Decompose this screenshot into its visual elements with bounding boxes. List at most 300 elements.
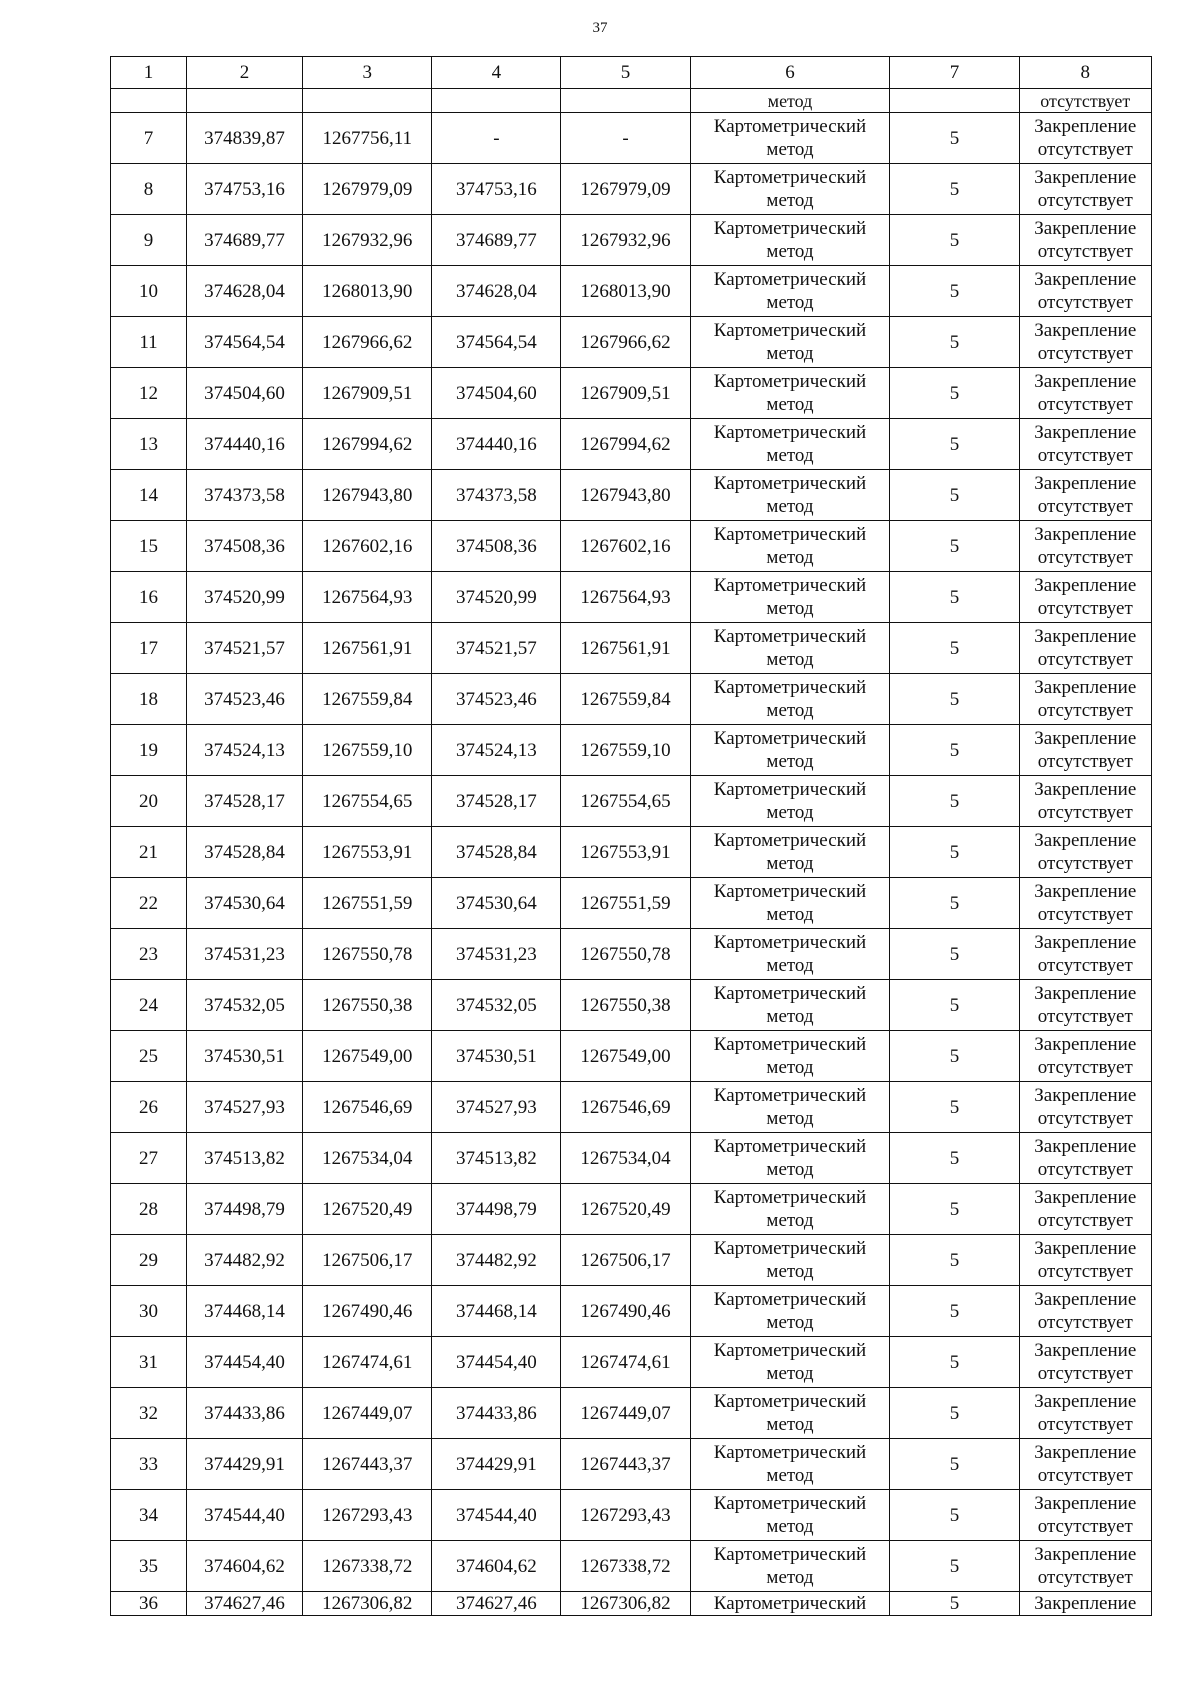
fixation-cell-line-2: отсутствует — [1037, 1159, 1133, 1180]
x-existing-cell: 374604,62 — [186, 1541, 302, 1592]
method-cell-line-1: Картометрический — [713, 116, 867, 137]
method-cell — [690, 725, 890, 776]
accuracy-cell: 5 — [890, 1235, 1019, 1286]
fixation-cell — [1019, 1235, 1151, 1286]
point-number-cell: 29 — [111, 1235, 187, 1286]
fixation-cell-line-2: отсутствует — [1037, 1261, 1133, 1282]
point-number-cell: 14 — [111, 470, 187, 521]
method-cell — [690, 1541, 890, 1592]
y-new-cell: 1267602,16 — [561, 521, 690, 572]
fixation-cell — [1019, 419, 1151, 470]
y-new-cell: 1267338,72 — [561, 1541, 690, 1592]
method-cell-line-1: Картометрический — [713, 422, 867, 443]
fixation-cell-line-2: отсутствует — [1037, 343, 1133, 364]
point-number-cell: 27 — [111, 1133, 187, 1184]
fixation-cell — [1019, 368, 1151, 419]
x-existing-cell: 374523,46 — [186, 674, 302, 725]
y-existing-cell: 1267553,91 — [303, 827, 432, 878]
method-cell-line-2: метод — [766, 904, 814, 925]
fixation-cell-line-1: Закрепление — [1034, 218, 1137, 239]
fixation-cell — [1019, 1133, 1151, 1184]
point-number-cell: 22 — [111, 878, 187, 929]
fixation-cell-line-1: Закрепление — [1034, 881, 1137, 902]
y-new-cell: 1268013,90 — [561, 266, 690, 317]
table-cell — [561, 89, 690, 113]
fixation-cell-line-2: отсутствует — [1037, 1363, 1133, 1384]
y-existing-cell: 1267449,07 — [303, 1388, 432, 1439]
table-row — [111, 419, 1152, 470]
y-new-cell: 1267550,38 — [561, 980, 690, 1031]
x-existing-cell: 374468,14 — [186, 1286, 302, 1337]
accuracy-cell: 5 — [890, 113, 1019, 164]
method-cell-line-2: метод — [766, 292, 814, 313]
page-number: 37 — [592, 20, 608, 36]
x-new-cell: 374532,05 — [432, 980, 561, 1031]
method-cell — [690, 266, 890, 317]
table-row — [111, 1337, 1152, 1388]
fixation-cell — [1019, 1031, 1151, 1082]
point-number-cell: 12 — [111, 368, 187, 419]
method-cell-line-2: метод — [766, 649, 814, 670]
method-cell-line-2: метод — [766, 190, 814, 211]
x-new-cell: 374528,84 — [432, 827, 561, 878]
y-new-cell: 1267564,93 — [561, 572, 690, 623]
table-row-partial — [111, 1592, 1152, 1616]
fixation-cell-line-2: отсутствует — [1037, 802, 1133, 823]
y-existing-cell: 1267932,96 — [303, 215, 432, 266]
point-number-cell: 31 — [111, 1337, 187, 1388]
accuracy-cell: 5 — [890, 266, 1019, 317]
accuracy-cell: 5 — [890, 1286, 1019, 1337]
y-existing-cell: 1267338,72 — [303, 1541, 432, 1592]
x-new-cell: 374527,93 — [432, 1082, 561, 1133]
table-row — [111, 1133, 1152, 1184]
method-cell — [690, 1286, 890, 1337]
method-cell — [690, 929, 890, 980]
y-new-cell: 1267549,00 — [561, 1031, 690, 1082]
column-header: 4 — [432, 57, 561, 89]
fixation-cell-line-2: отсутствует — [1037, 445, 1133, 466]
method-cell — [690, 368, 890, 419]
method-cell-line-2: метод — [766, 1363, 814, 1384]
fixation-cell-line-1: Закрепление — [1034, 269, 1137, 290]
point-number-cell: 36 — [111, 1592, 187, 1616]
y-existing-cell: 1267550,38 — [303, 980, 432, 1031]
fixation-cell-line-2: отсутствует — [1037, 700, 1133, 721]
fixation-cell-line-2: отсутствует — [1037, 955, 1133, 976]
table-row — [111, 980, 1152, 1031]
method-cell-line-1: Картометрический — [713, 320, 867, 341]
fixation-cell — [1019, 215, 1151, 266]
fixation-cell — [1019, 113, 1151, 164]
y-existing-cell: 1267549,00 — [303, 1031, 432, 1082]
fixation-cell-line-2: отсутствует — [1037, 292, 1133, 313]
method-cell-line-1: Картометрический — [713, 167, 867, 188]
point-number-cell: 20 — [111, 776, 187, 827]
fixation-cell-line-1: Закрепление — [1034, 422, 1137, 443]
point-number-cell: 23 — [111, 929, 187, 980]
fixation-cell — [1019, 470, 1151, 521]
point-number-cell: 15 — [111, 521, 187, 572]
fixation-cell — [1019, 1337, 1151, 1388]
x-existing-cell: 374454,40 — [186, 1337, 302, 1388]
table-row — [111, 929, 1152, 980]
x-existing-cell: 374544,40 — [186, 1490, 302, 1541]
accuracy-cell: 5 — [890, 1541, 1019, 1592]
y-new-cell: 1267546,69 — [561, 1082, 690, 1133]
table-row — [111, 674, 1152, 725]
method-cell-line-1: Картометрический — [713, 269, 867, 290]
x-existing-cell: 374530,64 — [186, 878, 302, 929]
accuracy-cell: 5 — [890, 878, 1019, 929]
fixation-cell-line-2: отсутствует — [1037, 1210, 1133, 1231]
x-new-cell: 374433,86 — [432, 1388, 561, 1439]
table-row — [111, 470, 1152, 521]
fixation-cell — [1019, 1082, 1151, 1133]
fixation-cell-line-2: отсутствует — [1037, 496, 1133, 517]
method-cell — [690, 1184, 890, 1235]
x-new-cell: 374564,54 — [432, 317, 561, 368]
method-cell-line-2: метод — [766, 1261, 814, 1282]
fixation-cell — [1019, 1439, 1151, 1490]
fixation-cell-line-1: Закрепление — [1034, 830, 1137, 851]
fixation-cell — [1019, 623, 1151, 674]
method-cell-line-1: Картометрический — [713, 1187, 867, 1208]
y-existing-cell: 1267561,91 — [303, 623, 432, 674]
x-new-cell: - — [432, 113, 561, 164]
x-existing-cell: 374628,04 — [186, 266, 302, 317]
fixation-cell — [1019, 725, 1151, 776]
table-row — [111, 572, 1152, 623]
accuracy-cell: 5 — [890, 827, 1019, 878]
method-cell — [690, 878, 890, 929]
method-cell — [690, 1337, 890, 1388]
method-cell-line-2: метод — [766, 1108, 814, 1129]
fixation-cell-line-2: отсутствует — [1037, 751, 1133, 772]
fixation-cell-line-2: отсутствует — [1037, 1516, 1133, 1537]
method-cell — [690, 215, 890, 266]
fixation-cell-line-1: Закрепление — [1034, 626, 1137, 647]
fixation-cell-line-1: Закрепление — [1034, 1034, 1137, 1055]
y-new-cell: - — [561, 113, 690, 164]
point-number-cell: 24 — [111, 980, 187, 1031]
column-header: 7 — [890, 57, 1019, 89]
x-existing-cell: 374839,87 — [186, 113, 302, 164]
x-new-cell: 374504,60 — [432, 368, 561, 419]
accuracy-cell: 5 — [890, 419, 1019, 470]
point-number-cell: 7 — [111, 113, 187, 164]
method-cell-line-2: метод — [766, 700, 814, 721]
method-cell — [690, 674, 890, 725]
point-number-cell: 34 — [111, 1490, 187, 1541]
x-existing-cell: 374373,58 — [186, 470, 302, 521]
fixation-cell — [1019, 776, 1151, 827]
fixation-cell-line-1: Закрепление — [1034, 1442, 1137, 1463]
x-existing-cell: 374513,82 — [186, 1133, 302, 1184]
x-existing-cell: 374531,23 — [186, 929, 302, 980]
accuracy-cell: 5 — [890, 1388, 1019, 1439]
method-cell-line-2: метод — [766, 1465, 814, 1486]
method-cell-line-1: Картометрический — [713, 524, 867, 545]
method-cell — [690, 776, 890, 827]
x-existing-cell: 374530,51 — [186, 1031, 302, 1082]
method-cell — [690, 623, 890, 674]
y-new-cell: 1267520,49 — [561, 1184, 690, 1235]
method-cell — [690, 827, 890, 878]
y-new-cell: 1267474,61 — [561, 1337, 690, 1388]
table-cell — [890, 89, 1019, 113]
fixation-cell-line-1: Закрепление — [1034, 320, 1137, 341]
table-row — [111, 1235, 1152, 1286]
fixation-cell-line-1: Закрепление — [1034, 1391, 1137, 1412]
y-existing-cell: 1267564,93 — [303, 572, 432, 623]
point-number-cell: 28 — [111, 1184, 187, 1235]
fixation-cell-line-2: отсутствует — [1037, 241, 1133, 262]
point-number-cell: 30 — [111, 1286, 187, 1337]
method-cell-line-1: Картометрический — [713, 473, 867, 494]
fixation-cell-line-1: Закрепление — [1034, 575, 1137, 596]
x-existing-cell: 374498,79 — [186, 1184, 302, 1235]
y-new-cell: 1267449,07 — [561, 1388, 690, 1439]
table-row — [111, 1439, 1152, 1490]
fixation-cell-line-1: Закрепление — [1034, 1238, 1137, 1259]
fixation-cell — [1019, 1286, 1151, 1337]
method-cell-line-1: Картометрический — [713, 1289, 867, 1310]
table-row — [111, 1388, 1152, 1439]
fixation-cell — [1019, 266, 1151, 317]
method-cell-line-1: Картометрический — [713, 1136, 867, 1157]
y-existing-cell: 1267534,04 — [303, 1133, 432, 1184]
method-cell-line-1: Картометрический — [713, 1493, 867, 1514]
coordinates-table — [110, 56, 1152, 1616]
fixation-cell — [1019, 317, 1151, 368]
table-row — [111, 878, 1152, 929]
x-existing-cell: 374520,99 — [186, 572, 302, 623]
fixation-cell-line-1: Закрепление — [1034, 1187, 1137, 1208]
point-number-cell: 17 — [111, 623, 187, 674]
method-cell-line-2: метод — [766, 1006, 814, 1027]
y-new-cell: 1267561,91 — [561, 623, 690, 674]
fixation-cell — [1019, 1184, 1151, 1235]
method-cell-line-1: Картометрический — [713, 218, 867, 239]
column-header: 3 — [303, 57, 432, 89]
method-cell-line-1: Картометрический — [713, 983, 867, 1004]
table-cell — [432, 89, 561, 113]
fixation-cell-line-1: Закрепление — [1034, 116, 1137, 137]
table-row — [111, 215, 1152, 266]
y-existing-cell: 1267506,17 — [303, 1235, 432, 1286]
y-new-cell: 1267559,10 — [561, 725, 690, 776]
x-existing-cell: 374527,93 — [186, 1082, 302, 1133]
method-cell-line-1: Картометрический — [713, 728, 867, 749]
x-new-cell: 374689,77 — [432, 215, 561, 266]
x-existing-cell: 374689,77 — [186, 215, 302, 266]
fixation-cell-line-2: отсутствует — [1037, 1567, 1133, 1588]
accuracy-cell: 5 — [890, 1490, 1019, 1541]
y-existing-cell: 1267443,37 — [303, 1439, 432, 1490]
method-cell-line-1: Картометрический — [713, 626, 867, 647]
y-existing-cell: 1267994,62 — [303, 419, 432, 470]
method-cell-line-1: Картометрический — [713, 779, 867, 800]
y-new-cell: 1267979,09 — [561, 164, 690, 215]
point-number-cell: 11 — [111, 317, 187, 368]
y-new-cell: 1267559,84 — [561, 674, 690, 725]
x-existing-cell: 374528,84 — [186, 827, 302, 878]
fixation-cell — [1019, 980, 1151, 1031]
method-cell-line-2: метод — [766, 394, 814, 415]
table-row — [111, 1286, 1152, 1337]
fixation-cell-line-1: Закрепление — [1034, 524, 1137, 545]
method-cell — [690, 1439, 890, 1490]
method-cell-line-2: метод — [766, 751, 814, 772]
table-row — [111, 113, 1152, 164]
fixation-cell-line-1: Закрепление — [1034, 1340, 1137, 1361]
y-existing-cell: 1267306,82 — [303, 1592, 432, 1616]
table-row — [111, 725, 1152, 776]
table-row — [111, 623, 1152, 674]
point-number-cell: 8 — [111, 164, 187, 215]
method-cell-line-2: метод — [766, 1516, 814, 1537]
x-new-cell: 374454,40 — [432, 1337, 561, 1388]
point-number-cell: 25 — [111, 1031, 187, 1082]
x-existing-cell: 374504,60 — [186, 368, 302, 419]
method-cell: Картометрический — [690, 1592, 890, 1616]
fixation-cell-line-2: отсутствует — [1037, 904, 1133, 925]
method-cell — [690, 1133, 890, 1184]
point-number-cell: 18 — [111, 674, 187, 725]
point-number-cell: 9 — [111, 215, 187, 266]
fixation-cell — [1019, 878, 1151, 929]
continued-row — [111, 89, 1152, 113]
fixation-cell-line-2: отсутствует — [1037, 649, 1133, 670]
fixation-cell — [1019, 164, 1151, 215]
fixation-cell — [1019, 1541, 1151, 1592]
accuracy-cell: 5 — [890, 1133, 1019, 1184]
y-new-cell: 1267932,96 — [561, 215, 690, 266]
method-cell — [690, 521, 890, 572]
y-existing-cell: 1267490,46 — [303, 1286, 432, 1337]
y-existing-cell: 1267966,62 — [303, 317, 432, 368]
method-cell-line-2: метод — [766, 853, 814, 874]
x-new-cell: 374530,51 — [432, 1031, 561, 1082]
accuracy-cell: 5 — [890, 521, 1019, 572]
y-new-cell: 1267554,65 — [561, 776, 690, 827]
fixation-cell-line-1: Закрепление — [1034, 1493, 1137, 1514]
fixation-cell-line-2: отсутствует — [1037, 1006, 1133, 1027]
method-cell — [690, 1235, 890, 1286]
fixation-cell — [1019, 1490, 1151, 1541]
table-row — [111, 1082, 1152, 1133]
point-number-cell: 13 — [111, 419, 187, 470]
fixation-cell-line-1: Закрепление — [1034, 728, 1137, 749]
point-number-cell: 21 — [111, 827, 187, 878]
method-cell-line-2: метод — [766, 547, 814, 568]
column-header: 6 — [690, 57, 890, 89]
accuracy-cell: 5 — [890, 1337, 1019, 1388]
method-cell-line-2: метод — [766, 1567, 814, 1588]
x-new-cell: 374528,17 — [432, 776, 561, 827]
method-cell-line-1: Картометрический — [713, 575, 867, 596]
fixation-cell — [1019, 674, 1151, 725]
y-existing-cell: 1267943,80 — [303, 470, 432, 521]
y-existing-cell: 1267559,84 — [303, 674, 432, 725]
table-row — [111, 266, 1152, 317]
point-number-cell: 10 — [111, 266, 187, 317]
accuracy-cell: 5 — [890, 1592, 1019, 1616]
table-cell — [111, 89, 187, 113]
method-cell-line-1: Картометрический — [713, 932, 867, 953]
fixation-cell-line-1: Закрепление — [1034, 1085, 1137, 1106]
method-cell — [690, 164, 890, 215]
fixation-cell-line-2: отсутствует — [1037, 394, 1133, 415]
method-cell-line-2: метод — [766, 343, 814, 364]
y-existing-cell: 1267979,09 — [303, 164, 432, 215]
x-new-cell: 374628,04 — [432, 266, 561, 317]
column-header: 8 — [1019, 57, 1151, 89]
accuracy-cell: 5 — [890, 1184, 1019, 1235]
accuracy-cell: 5 — [890, 674, 1019, 725]
x-existing-cell: 374753,16 — [186, 164, 302, 215]
method-cell — [690, 317, 890, 368]
method-cell-line-1: Картометрический — [713, 1034, 867, 1055]
method-cell-line-1: Картометрический — [713, 371, 867, 392]
x-new-cell: 374521,57 — [432, 623, 561, 674]
method-cell-line-2: метод — [766, 1210, 814, 1231]
y-new-cell: 1267551,59 — [561, 878, 690, 929]
method-cell-line-2: метод — [766, 241, 814, 262]
fixation-cell-line-2: отсутствует — [1037, 853, 1133, 874]
accuracy-cell: 5 — [890, 725, 1019, 776]
y-existing-cell: 1267559,10 — [303, 725, 432, 776]
y-existing-cell: 1267546,69 — [303, 1082, 432, 1133]
x-existing-cell: 374482,92 — [186, 1235, 302, 1286]
point-number-cell: 32 — [111, 1388, 187, 1439]
x-new-cell: 374468,14 — [432, 1286, 561, 1337]
x-existing-cell: 374528,17 — [186, 776, 302, 827]
fixation-cell-line-1: Закрепление — [1034, 167, 1137, 188]
x-new-cell: 374524,13 — [432, 725, 561, 776]
x-existing-cell: 374521,57 — [186, 623, 302, 674]
accuracy-cell: 5 — [890, 1082, 1019, 1133]
fixation-cell-line-1: Закрепление — [1034, 779, 1137, 800]
table-cell — [303, 89, 432, 113]
accuracy-cell: 5 — [890, 164, 1019, 215]
column-header: 2 — [186, 57, 302, 89]
fixation-cell-line-2: отсутствует — [1037, 598, 1133, 619]
y-new-cell: 1267994,62 — [561, 419, 690, 470]
accuracy-cell: 5 — [890, 1031, 1019, 1082]
x-existing-cell: 374564,54 — [186, 317, 302, 368]
y-new-cell: 1267550,78 — [561, 929, 690, 980]
x-new-cell: 374530,64 — [432, 878, 561, 929]
accuracy-cell: 5 — [890, 1439, 1019, 1490]
method-cell-line-1: Картометрический — [713, 1391, 867, 1412]
y-new-cell: 1267534,04 — [561, 1133, 690, 1184]
method-cell-line-2: метод — [766, 139, 814, 160]
method-cell-line-1: Картометрический — [713, 677, 867, 698]
x-new-cell: 374373,58 — [432, 470, 561, 521]
table-row — [111, 1490, 1152, 1541]
fixation-cell-line-2: отсутствует — [1037, 139, 1133, 160]
table-row — [111, 521, 1152, 572]
x-new-cell: 374523,46 — [432, 674, 561, 725]
y-existing-cell: 1267520,49 — [303, 1184, 432, 1235]
method-cell — [690, 1490, 890, 1541]
method-cell-line-1: Картометрический — [713, 881, 867, 902]
table-row — [111, 1184, 1152, 1235]
table-row — [111, 1031, 1152, 1082]
x-existing-cell: 374429,91 — [186, 1439, 302, 1490]
